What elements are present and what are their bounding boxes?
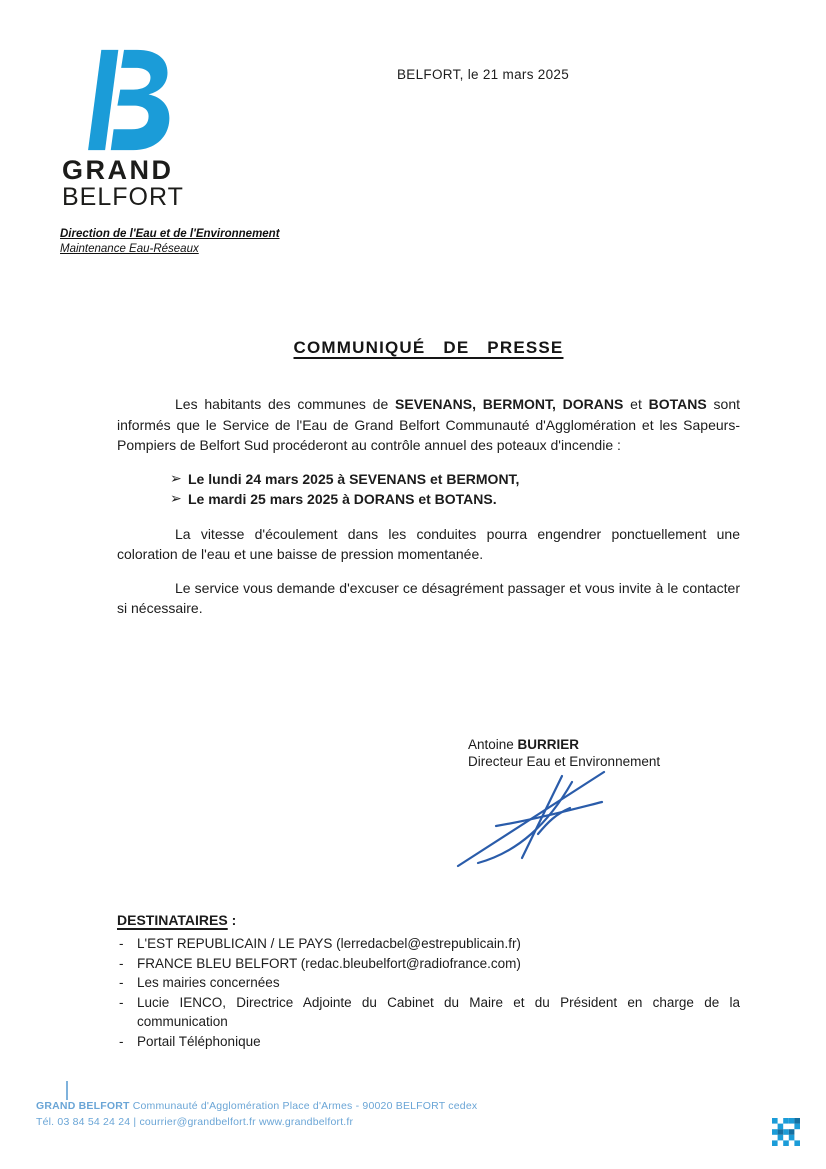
logo-text-belfort: BELFORT	[62, 183, 184, 211]
schedule-item-monday	[170, 469, 740, 489]
logo-text-grand: GRAND	[62, 155, 174, 185]
footer-line2: Tél. 03 84 54 24 24 | courrier@grandbelfort.fr www.grandbelfort.fr	[36, 1116, 354, 1128]
destinataires-heading-colon: :	[227, 912, 237, 928]
list-item	[117, 954, 740, 974]
p1-communes-bold: SEVENANS, BERMONT, DORANS	[395, 396, 624, 412]
destinataires-heading-label: DESTINATAIRES	[117, 912, 228, 928]
dash-marker: -	[119, 955, 124, 971]
footer-brand: GRAND BELFORT	[36, 1100, 130, 1112]
list-item-text: Lucie IENCO, Directrice Adjointe du Cabinet du Maire et du Président en charge de la communication	[137, 994, 740, 1029]
letter-body	[117, 394, 740, 619]
bullet-arrow-icon: ➢	[170, 469, 182, 486]
press-release-title: COMMUNIQUÉ DE PRESSE	[293, 338, 564, 357]
department-direction: Direction de l'Eau et de l'Environnement	[60, 228, 280, 240]
bullet-arrow-icon: ➢	[170, 489, 182, 506]
schedule-item-label: Le mardi 25 mars 2025 à DORANS et BOTANS.	[188, 490, 497, 507]
list-item	[117, 973, 740, 993]
dash-marker: -	[119, 936, 124, 951]
signature-name	[468, 736, 660, 753]
footer-address: Communauté d'Agglomération Place d'Armes - 90020 BELFORT cedex	[129, 1100, 478, 1112]
p1-et: et	[623, 396, 649, 412]
p1-botans-bold: BOTANS	[648, 396, 707, 412]
p1-rest: sont informés que le Service de l'Eau de Grand Belfort Communauté d'Agglomération et les Sapeurs-Pompiers de Belfort Sud procéderont au contrôle annuel des poteaux d'incendie :	[117, 396, 741, 453]
paragraph-apology: Le service vous demande d'excuser ce désagrément passager et vous invite à le contacter si nécessaire.	[117, 579, 740, 616]
list-item	[117, 993, 740, 1032]
paragraph-warning: La vitesse d'écoulement dans les conduites pourra engendrer ponctuellement une coloration de l'eau et une baisse de pression momentanée.	[117, 525, 740, 562]
date-line: BELFORT, le 21 mars 2025	[397, 67, 570, 82]
dash-marker: -	[119, 994, 124, 1010]
p1-text: Les habitants des communes de	[175, 396, 396, 412]
dash-marker: -	[119, 975, 124, 990]
schedule-item-tuesday	[170, 489, 740, 509]
grand-belfort-logo	[62, 48, 222, 210]
logo-b-icon	[76, 48, 172, 152]
list-item-text: Les mairies concernées	[137, 975, 280, 990]
dash-marker: -	[119, 1033, 124, 1049]
footer-pixel-logo-icon	[772, 1118, 800, 1146]
list-item-text: Portail Téléphonique	[137, 1033, 261, 1049]
destinataires-list	[117, 934, 740, 1051]
list-item-text: FRANCE BLEU BELFORT (redac.bleubelfort@radiofrance.com)	[137, 955, 521, 971]
list-item	[117, 934, 740, 954]
signature-first-name: Antoine	[468, 737, 518, 752]
destinataires-heading	[117, 912, 740, 928]
title-wrap	[117, 338, 740, 358]
schedule-list	[170, 469, 740, 509]
handwritten-signature-image	[452, 762, 624, 872]
signature-last-name: BURRIER	[517, 737, 580, 752]
footer-line1	[36, 1098, 477, 1114]
paragraph-intro	[117, 394, 740, 456]
department-service: Maintenance Eau-Réseaux	[60, 243, 199, 255]
list-item-text: L'EST REPUBLICAIN / LE PAYS (lerredacbel@estrepublicain.fr)	[137, 936, 521, 951]
list-item	[117, 1032, 740, 1052]
schedule-item-label: Le lundi 24 mars 2025 à SEVENANS et BERMONT,	[188, 470, 520, 487]
signature-role: Directeur Eau et Environnement	[468, 754, 661, 769]
department-block	[60, 227, 280, 257]
destinataires-section	[117, 912, 740, 1051]
footer-address-block	[36, 1098, 477, 1130]
